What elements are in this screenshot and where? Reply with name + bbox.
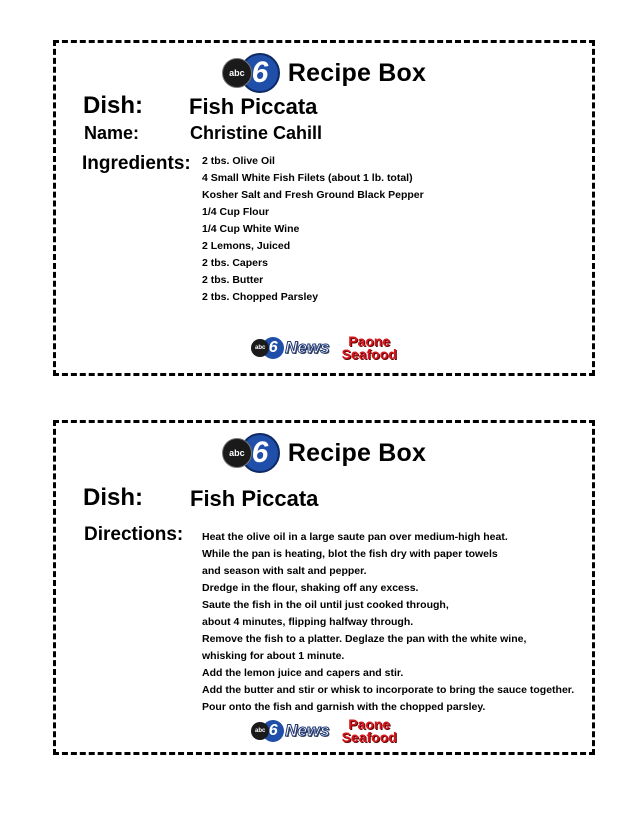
dish-value: Fish Piccata xyxy=(190,486,319,511)
direction-line: about 4 minutes, flipping halfway through. xyxy=(202,616,414,628)
six-icon: 6 xyxy=(240,433,280,473)
sponsor-line2: Seafood xyxy=(341,346,397,362)
ingredients-list xyxy=(202,153,424,306)
ingredient-item: 2 Lemons, Juiced xyxy=(202,240,291,252)
dish-label: Dish: xyxy=(83,92,143,119)
recipe-card-ingredients xyxy=(53,40,595,376)
ingredient-item: Kosher Salt and Fresh Ground Black Pepper xyxy=(202,189,424,201)
ingredient-item: 2 tbs. Chopped Parsley xyxy=(202,291,319,303)
sponsor-line1: Paone xyxy=(348,333,391,349)
card-header xyxy=(56,53,592,93)
direction-line: and season with salt and pepper. xyxy=(202,565,367,577)
six-icon: 6 xyxy=(262,720,284,742)
abc-icon: abc xyxy=(251,339,269,357)
paone-seafood-logo xyxy=(342,335,397,361)
name-value: Christine Cahill xyxy=(190,123,323,143)
news-text: News xyxy=(285,338,330,357)
recipe-card-directions xyxy=(53,420,595,755)
abc6-logo xyxy=(222,53,280,93)
recipe-box-title: Recipe Box xyxy=(287,438,427,467)
ingredient-item: 4 Small White Fish Filets (about 1 lb. total) xyxy=(202,172,413,184)
card-footer xyxy=(56,718,592,744)
recipe-box-title: Recipe Box xyxy=(287,58,427,87)
abc-icon: abc xyxy=(251,722,269,740)
ingredient-item: 2 tbs. Olive Oil xyxy=(202,155,275,167)
ingredient-item: 1/4 Cup Flour xyxy=(202,206,270,218)
paone-seafood-logo xyxy=(342,718,397,744)
sponsor-line2: Seafood xyxy=(341,729,397,745)
six-icon: 6 xyxy=(240,53,280,93)
ingredient-item: 1/4 Cup White Wine xyxy=(202,223,300,235)
dish-value: Fish Piccata xyxy=(189,94,318,119)
direction-line: Heat the olive oil in a large saute pan over medium-high heat. xyxy=(202,531,508,543)
sponsor-line1: Paone xyxy=(348,716,391,732)
name-label: Name: xyxy=(84,123,140,143)
dish-label: Dish: xyxy=(83,484,143,511)
directions-list xyxy=(202,529,574,716)
direction-line: Add the lemon juice and capers and stir. xyxy=(202,667,404,679)
abc6-news-logo xyxy=(251,720,329,742)
abc-icon: abc xyxy=(222,438,252,468)
direction-line: whisking for about 1 minute. xyxy=(202,650,345,662)
direction-line: Pour onto the fish and garnish with the chopped parsley. xyxy=(202,701,486,713)
direction-line: Remove the fish to a platter. Deglaze the pan with the white wine, xyxy=(202,633,527,645)
abc6-logo xyxy=(222,433,280,473)
card-header xyxy=(56,433,592,473)
directions-label: Directions: xyxy=(84,524,184,545)
ingredients-label: Ingredients: xyxy=(82,153,191,174)
news-text: News xyxy=(285,721,330,740)
abc6-news-logo xyxy=(251,337,329,359)
direction-line: While the pan is heating, blot the fish dry with paper towels xyxy=(202,548,498,560)
direction-line: Dredge in the flour, shaking off any excess. xyxy=(202,582,419,594)
ingredient-item: 2 tbs. Butter xyxy=(202,274,264,286)
direction-line: Add the butter and stir or whisk to incorporate to bring the sauce together. xyxy=(202,684,575,696)
six-icon: 6 xyxy=(262,337,284,359)
abc-icon: abc xyxy=(222,58,252,88)
ingredient-item: 2 tbs. Capers xyxy=(202,257,268,269)
card-footer xyxy=(56,335,592,361)
direction-line: Saute the fish in the oil until just cooked through, xyxy=(202,599,449,611)
